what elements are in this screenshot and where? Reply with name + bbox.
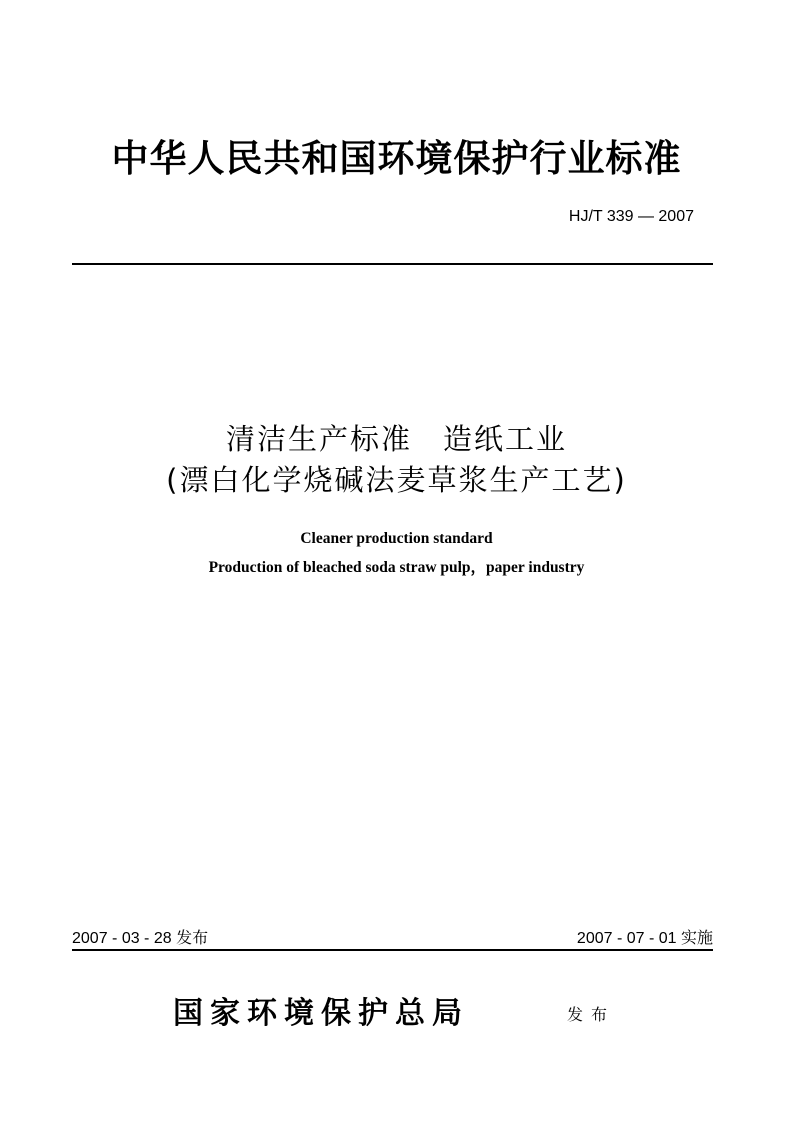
- document-title-en-line1: Cleaner production standard: [300, 530, 493, 547]
- issued-label: 发布: [567, 1005, 616, 1024]
- document-title-cn-line1: 清洁生产标准 造纸工业: [225, 422, 567, 456]
- document-title-cn-line2: (漂白化学烧碱法麦草浆生产工艺): [166, 463, 627, 497]
- bottom-divider: [72, 949, 713, 951]
- implementation-date: 2007 - 07 - 01 实施: [576, 930, 713, 947]
- standard-number: HJ/T 339 — 2007: [568, 208, 694, 225]
- document-title-en-line2: Production of bleached soda straw pulp，paper industry: [208, 559, 585, 576]
- standard-category-title: 中华人民共和国环境保护行业标准: [111, 136, 682, 180]
- top-divider: [72, 263, 713, 265]
- issuing-authority: 国家环境保护总局: [173, 996, 469, 1031]
- issue-date: 2007 - 03 - 28 发布: [72, 930, 209, 947]
